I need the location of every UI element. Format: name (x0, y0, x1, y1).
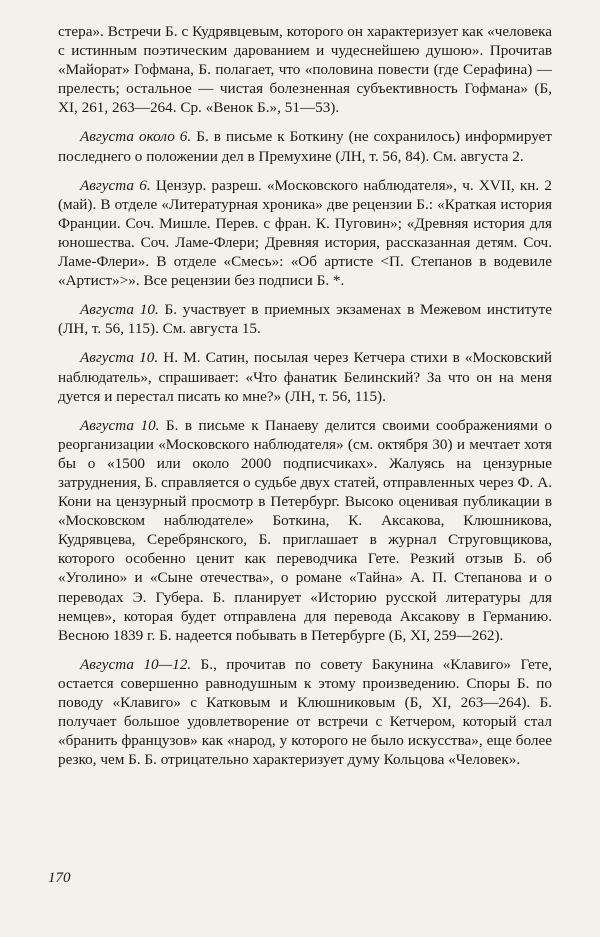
entry-date: Августа 10. (80, 301, 159, 319)
chronicle-entry (58, 655, 552, 770)
entry-text: Б. участвует в приемных экзаменах в Межевом институте (ЛН, т. 56, 115). См. августа 15. (58, 301, 552, 338)
entry-date: Августа 10. (80, 416, 160, 434)
entry-date: Августа 10—12. (80, 655, 192, 673)
entry-text: Н. М. Сатин, посылая через Кетчера стихи в «Московский наблюдатель», спрашивает: «Что фанатик Белинский? За что он на меня дуется и перестал писать ко мне?» (ЛН, т. 56, 115). (58, 349, 552, 405)
chronicle-entry (58, 300, 552, 338)
chronicle-entry (58, 416, 552, 645)
entry-date: Августа около 6. (80, 128, 192, 146)
page-number: 170 (48, 870, 71, 886)
entry-text: Б. в письме к Боткину (не сохранилось) информирует последнего о положении дел в Премухине (ЛН, т. 56, 84). См. августа 2. (58, 128, 552, 165)
chronicle-entry (58, 348, 552, 405)
chronicle-entry (58, 176, 552, 291)
entry-text: Б. в письме к Панаеву делится своими соображениями о реорганизации «Московского наблюдателя» (см. октября 30) и мечтает хотя бы о «1500 или около 2000 подписчиках». Жалуясь на цензурные затруднения, Б. справляется о судьбе двух статей, отправленных через Ф. А. Кони на цензурный просмотр в Петербург. Высоко оценивая публикации в «Московском наблюдателе» Боткина, К. Аксакова, Клюшникова, Кудрявцева, Серебрянского, Б. приглашает в журнал Струговщикова, которого особенно ценит как переводчика Гете. Резкий отзыв Б. об «Уголино» и «Сыне отечества», о романе «Тайна» А. П. Степанова и о переводах Э. Губера. Б. планирует «Историю русской литературы для немцев», которая будет отправлена для перевода Аксакову в Германию. Весною 1839 г. Б. надеется побывать в Петербурге (Б, XI, 259—262). (58, 416, 552, 644)
entry-date: Августа 6. (80, 176, 151, 194)
entry-text: Цензур. разреш. «Московского наблюдателя», ч. XVII, кн. 2 (май). В отделе «Литературная хроника» две рецензии Б.: «Краткая история Франции. Соч. Мишле. Перев. с фран. К. Пуговин»; «Древняя история для юношества. Соч. Ламе-Флери; Древняя история, рассказанная детям. Соч. Ламе-Флери». В отделе «Смесь»: «Об артисте <П. Степанов в водевиле «Артист»>». Все рецензии без подписи Б. *. (58, 176, 552, 290)
entry-date: Августа 10. (80, 349, 159, 367)
chronicle-entry (58, 127, 552, 165)
chronicle-entry-continuation (58, 22, 552, 117)
entry-text: стера». Встречи Б. с Кудрявцевым, которого он характеризует как «человека с истинным поэтическим дарованием и чудеснейшею душою». Прочитав «Майорат» Гофмана, Б. полагает, что «половина повести (где Серафина) — прелесть; остальное — чистая болезненная субъективность Гофмана» (Б, XI, 261, 263—264. Ср. «Венок Б.», 51—53). (58, 23, 552, 117)
entry-text: Б., прочитав по совету Бакунина «Клавиго» Гете, остается совершенно равнодушным к этому произведению. Споры Б. по поводу «Клавиго» с Катковым и Клюшниковым (Б, XI, 263—264). Б. получает большое удовлетворение от встречи с Кетчером, который стал «бранить французов» как «народ, у которого не было искусства», еще более резко, чем Б. Б. отрицательно характеризует думу Кольцова «Человек». (58, 655, 552, 769)
